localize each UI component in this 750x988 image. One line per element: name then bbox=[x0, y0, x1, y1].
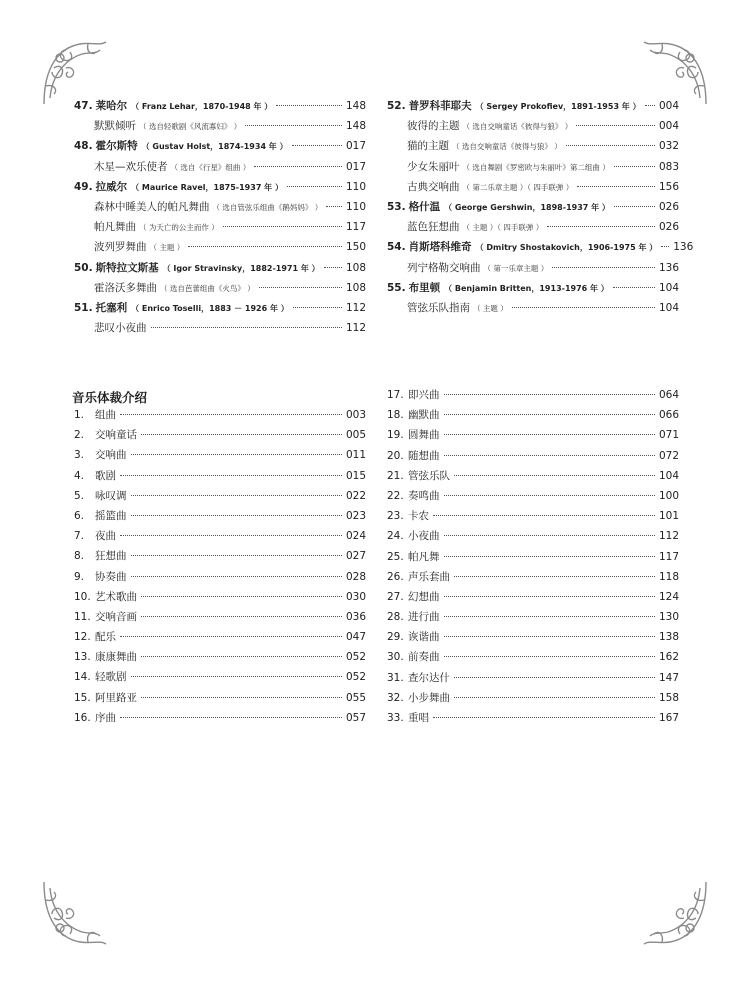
genre-entry[interactable] bbox=[387, 609, 679, 629]
work-entry[interactable] bbox=[387, 260, 679, 280]
work-title: 少女朱丽叶 bbox=[407, 160, 460, 173]
page-number: 003 bbox=[345, 409, 366, 421]
dot-leader bbox=[131, 576, 342, 577]
dot-leader bbox=[661, 246, 669, 247]
page-number: 147 bbox=[658, 671, 679, 684]
page-number: 156 bbox=[658, 180, 679, 193]
genre-entry[interactable] bbox=[74, 589, 366, 609]
work-note: （ 第一乐章主题 ） bbox=[483, 263, 549, 273]
entry-number: 20. bbox=[387, 449, 404, 462]
work-note: （ 主题 ） bbox=[149, 243, 185, 253]
dot-leader bbox=[254, 166, 342, 167]
dot-leader bbox=[259, 287, 342, 288]
composer-dates: （ Maurice Ravel，1875-1937 年 ） bbox=[131, 182, 283, 192]
entry-number: 18. bbox=[387, 409, 404, 422]
page-number: 023 bbox=[345, 509, 366, 522]
work-note: （ 主题 ）（ 四手联弹 ） bbox=[462, 223, 544, 233]
dot-leader bbox=[613, 287, 655, 288]
work-title: 彼得的主题 bbox=[407, 120, 460, 133]
page-number: 072 bbox=[658, 449, 679, 462]
page-number: 083 bbox=[658, 160, 679, 173]
genre-title: 卡农 bbox=[408, 510, 429, 523]
genre-entry[interactable] bbox=[387, 448, 679, 468]
entry-number: 12. bbox=[74, 631, 91, 644]
genre-toc-right bbox=[387, 387, 679, 730]
page-number: 150 bbox=[345, 241, 366, 254]
entry-number: 17. bbox=[387, 389, 404, 401]
composer-entry[interactable] bbox=[387, 199, 679, 219]
work-entry[interactable] bbox=[74, 199, 366, 219]
page-number: 036 bbox=[345, 610, 366, 623]
genre-entry[interactable] bbox=[387, 690, 679, 710]
genre-entry[interactable] bbox=[387, 528, 679, 548]
genre-title: 随想曲 bbox=[408, 449, 440, 462]
entry-number: 23. bbox=[387, 510, 404, 523]
genre-entry[interactable] bbox=[74, 407, 366, 427]
genre-entry[interactable] bbox=[387, 589, 679, 609]
dot-leader bbox=[141, 596, 342, 597]
genre-entry[interactable] bbox=[387, 427, 679, 447]
composer-entry[interactable] bbox=[387, 280, 679, 300]
page-number: 026 bbox=[658, 200, 679, 213]
genre-entry[interactable] bbox=[74, 528, 366, 548]
genre-title: 交响童话 bbox=[95, 429, 137, 442]
genre-title: 夜曲 bbox=[95, 530, 116, 543]
work-entry[interactable] bbox=[74, 159, 366, 179]
entry-number: 50. bbox=[74, 261, 93, 274]
dot-leader bbox=[566, 145, 655, 146]
entry-number: 6. bbox=[74, 509, 85, 522]
work-title: 古典交响曲 bbox=[407, 180, 460, 193]
genre-title: 重唱 bbox=[408, 712, 429, 724]
page-number: 101 bbox=[658, 510, 679, 523]
dot-leader bbox=[614, 166, 655, 167]
entry-number: 21. bbox=[387, 469, 404, 482]
genre-title: 前奏曲 bbox=[408, 651, 440, 664]
genre-title: 交响曲 bbox=[95, 449, 127, 462]
genre-title: 艺术歌曲 bbox=[95, 590, 137, 603]
dot-leader bbox=[151, 327, 342, 328]
genre-entry[interactable] bbox=[74, 609, 366, 629]
page-number: 138 bbox=[658, 631, 679, 644]
work-entry[interactable] bbox=[74, 320, 366, 340]
page-number: 104 bbox=[658, 301, 679, 314]
entry-number: 5. bbox=[74, 489, 85, 502]
genre-title: 幽默曲 bbox=[408, 409, 440, 422]
dot-leader bbox=[131, 555, 342, 556]
composer-name: 霍尔斯特 bbox=[95, 140, 138, 153]
page-number: 047 bbox=[345, 631, 366, 644]
work-entry[interactable] bbox=[387, 219, 679, 239]
entry-number: 27. bbox=[387, 590, 404, 603]
page-number: 108 bbox=[345, 261, 366, 274]
composer-name: 布里顿 bbox=[408, 281, 441, 294]
page-number: 104 bbox=[658, 469, 679, 482]
page-number: 017 bbox=[345, 140, 366, 153]
genre-entry[interactable] bbox=[387, 649, 679, 669]
work-note: （ 主题 ） bbox=[473, 303, 508, 313]
dot-leader bbox=[444, 394, 655, 395]
genre-title: 小步舞曲 bbox=[408, 691, 450, 704]
entry-number: 8. bbox=[74, 550, 85, 563]
work-title: 管弦乐队指南 bbox=[407, 301, 470, 314]
page-number: 136 bbox=[658, 261, 679, 274]
entry-number: 11. bbox=[74, 610, 91, 623]
genre-title: 轻歌剧 bbox=[95, 671, 127, 684]
composer-entry[interactable] bbox=[74, 138, 366, 158]
composer-entry[interactable] bbox=[387, 98, 679, 118]
composer-dates: （ Sergey Prokofiev，1891-1953 年 ） bbox=[475, 102, 641, 111]
dot-leader bbox=[245, 125, 342, 126]
page-number: 052 bbox=[345, 671, 366, 684]
dot-leader bbox=[576, 125, 655, 126]
page-number: 158 bbox=[658, 691, 679, 704]
dot-leader bbox=[454, 677, 655, 678]
page-number: 110 bbox=[345, 180, 366, 193]
dot-leader bbox=[120, 717, 342, 718]
work-entry[interactable] bbox=[74, 219, 366, 239]
entry-number: 47. bbox=[74, 100, 93, 112]
work-entry[interactable] bbox=[387, 138, 679, 158]
page-number: 118 bbox=[658, 570, 679, 583]
composer-name: 格什温 bbox=[408, 200, 441, 213]
dot-leader bbox=[188, 246, 342, 247]
entry-number: 10. bbox=[74, 590, 91, 603]
composer-dates: （ George Gershwin，1898-1937 年 ） bbox=[444, 202, 610, 212]
genre-entry[interactable] bbox=[74, 548, 366, 568]
entry-number: 7. bbox=[74, 530, 85, 543]
genre-title: 即兴曲 bbox=[408, 389, 440, 401]
entry-number: 28. bbox=[387, 611, 404, 624]
genre-title: 诙谐曲 bbox=[408, 631, 440, 644]
genre-title: 圆舞曲 bbox=[408, 429, 440, 442]
composer-toc-right bbox=[387, 98, 694, 320]
genre-section-title: 音乐体裁介绍 bbox=[72, 390, 148, 405]
entry-number: 4. bbox=[74, 469, 85, 482]
dot-leader bbox=[444, 636, 655, 637]
work-note: （ 选自《行星》组曲 ） bbox=[170, 162, 251, 172]
page-number: 117 bbox=[658, 550, 679, 563]
page-number: 162 bbox=[658, 651, 679, 664]
genre-title: 组曲 bbox=[95, 409, 116, 421]
entry-number: 31. bbox=[387, 671, 404, 684]
genre-entry[interactable] bbox=[387, 508, 679, 528]
composer-dates: （ Franz Lehar，1870-1948 年 ） bbox=[131, 102, 273, 111]
page-number: 167 bbox=[658, 712, 679, 724]
page-number: 112 bbox=[345, 301, 366, 314]
dot-leader bbox=[131, 676, 342, 677]
composer-dates: （ Enrico Toselli，1883 － 1926 年 ） bbox=[131, 303, 289, 313]
genre-entry[interactable] bbox=[387, 488, 679, 508]
entry-number: 1. bbox=[74, 409, 85, 421]
page-number: 032 bbox=[658, 140, 679, 153]
entry-number: 25. bbox=[387, 550, 404, 563]
composer-entry[interactable] bbox=[387, 239, 694, 259]
genre-title: 交响音画 bbox=[95, 610, 137, 623]
genre-title: 序曲 bbox=[95, 711, 116, 724]
dot-leader bbox=[276, 105, 342, 106]
page-number: 011 bbox=[345, 449, 366, 462]
page-number: 110 bbox=[345, 200, 366, 213]
dot-leader bbox=[293, 307, 342, 308]
composer-dates: （ Gustav Holst，1874-1934 年 ） bbox=[141, 142, 288, 152]
genre-toc-left bbox=[74, 407, 366, 730]
page-number: 117 bbox=[345, 221, 366, 234]
work-title: 帕凡舞曲 bbox=[94, 221, 136, 234]
genre-entry[interactable] bbox=[387, 387, 679, 407]
genre-title: 幻想曲 bbox=[408, 590, 440, 603]
dot-leader bbox=[444, 414, 655, 415]
genre-entry[interactable] bbox=[387, 569, 679, 589]
work-title: 霍洛沃多舞曲 bbox=[94, 281, 157, 294]
work-note: （ 选自芭蕾组曲《火鸟》 ） bbox=[160, 283, 255, 293]
entry-number: 53. bbox=[387, 200, 406, 213]
dot-leader bbox=[326, 206, 342, 207]
entry-number: 32. bbox=[387, 691, 404, 704]
dot-leader bbox=[120, 636, 342, 637]
genre-title: 康康舞曲 bbox=[95, 651, 137, 664]
work-note: （ 为夭亡的公主而作 ） bbox=[139, 223, 219, 233]
page-number: 112 bbox=[345, 322, 366, 335]
genre-entry[interactable] bbox=[74, 427, 366, 447]
composer-entry[interactable] bbox=[74, 179, 366, 199]
dot-leader bbox=[292, 145, 342, 146]
work-entry[interactable] bbox=[387, 118, 679, 138]
entry-number: 55. bbox=[387, 281, 406, 294]
dot-leader bbox=[547, 226, 655, 227]
genre-entry[interactable] bbox=[387, 670, 679, 690]
dot-leader bbox=[444, 495, 655, 496]
work-note: （ 选自舞剧《罗密欧与朱丽叶》第二组曲 ） bbox=[462, 162, 610, 172]
composer-name: 托塞利 bbox=[95, 301, 128, 314]
dot-leader bbox=[444, 616, 655, 617]
genre-title: 小夜曲 bbox=[408, 530, 440, 543]
genre-entry[interactable] bbox=[74, 710, 366, 730]
composer-name: 肖斯塔科维奇 bbox=[408, 241, 472, 254]
entry-number: 15. bbox=[74, 691, 91, 704]
work-note: （ 第二乐章主题 ）（ 四手联弹 ） bbox=[462, 182, 574, 192]
dot-leader bbox=[454, 576, 655, 577]
page-number: 004 bbox=[658, 120, 679, 133]
genre-entry[interactable] bbox=[387, 468, 679, 488]
genre-entry[interactable] bbox=[74, 649, 366, 669]
composer-name: 拉威尔 bbox=[95, 180, 128, 193]
entry-number: 33. bbox=[387, 712, 404, 724]
dot-leader bbox=[131, 495, 342, 496]
entry-number: 48. bbox=[74, 140, 93, 153]
genre-entry[interactable] bbox=[74, 508, 366, 528]
page-number: 057 bbox=[345, 711, 366, 724]
genre-entry[interactable] bbox=[74, 468, 366, 488]
genre-title: 歌剧 bbox=[95, 469, 116, 482]
dot-leader bbox=[223, 226, 342, 227]
page-number: 022 bbox=[345, 489, 366, 502]
genre-entry[interactable] bbox=[74, 690, 366, 710]
page-number: 004 bbox=[658, 100, 679, 112]
composer-dates: （ Benjamin Britten，1913-1976 年 ） bbox=[444, 283, 609, 293]
genre-entry[interactable] bbox=[387, 710, 679, 730]
entry-number: 22. bbox=[387, 489, 404, 502]
genre-title: 奏鸣曲 bbox=[408, 489, 440, 502]
work-entry[interactable] bbox=[387, 159, 679, 179]
work-note: （ 选自交响童话《彼得与狼》 ） bbox=[452, 142, 562, 152]
page-number: 108 bbox=[345, 281, 366, 294]
dot-leader bbox=[324, 267, 342, 268]
work-note: （ 选自交响童话《彼得与狼》 ） bbox=[462, 122, 573, 132]
dot-leader bbox=[444, 434, 655, 435]
work-title: 列宁格勒交响曲 bbox=[407, 261, 481, 274]
genre-entry[interactable] bbox=[387, 407, 679, 427]
dot-leader bbox=[141, 656, 342, 657]
entry-number: 24. bbox=[387, 530, 404, 543]
dot-leader bbox=[512, 307, 655, 308]
entry-number: 13. bbox=[74, 651, 91, 664]
floral-corner-ornament-icon bbox=[40, 878, 110, 948]
genre-entry[interactable] bbox=[74, 447, 366, 467]
entry-number: 2. bbox=[74, 429, 85, 442]
page-number: 130 bbox=[658, 611, 679, 624]
dot-leader bbox=[433, 515, 655, 516]
genre-entry[interactable] bbox=[74, 569, 366, 589]
page-number: 015 bbox=[345, 469, 366, 482]
genre-entry[interactable] bbox=[74, 488, 366, 508]
dot-leader bbox=[120, 535, 342, 536]
page-number: 104 bbox=[658, 281, 679, 294]
page-number: 124 bbox=[658, 590, 679, 603]
entry-number: 16. bbox=[74, 711, 91, 724]
entry-number: 19. bbox=[387, 429, 404, 442]
page-number: 136 bbox=[673, 241, 694, 254]
composer-entry[interactable] bbox=[74, 98, 366, 118]
genre-title: 狂想曲 bbox=[95, 550, 127, 563]
composer-dates: （ Dmitry Shostakovich，1906-1975 年 ） bbox=[475, 243, 658, 253]
dot-leader bbox=[645, 105, 655, 106]
genre-entry[interactable] bbox=[74, 629, 366, 649]
composer-name: 斯特拉文斯基 bbox=[95, 261, 159, 274]
genre-title: 阿里路亚 bbox=[95, 691, 137, 704]
page-number: 024 bbox=[345, 530, 366, 543]
floral-corner-ornament-icon bbox=[640, 878, 710, 948]
work-entry[interactable] bbox=[387, 179, 679, 199]
dot-leader bbox=[120, 475, 342, 476]
genre-title: 咏叹调 bbox=[95, 489, 127, 502]
dot-leader bbox=[141, 697, 342, 698]
work-title: 森林中睡美人的帕凡舞曲 bbox=[94, 200, 210, 213]
composer-entry[interactable] bbox=[74, 260, 366, 280]
page-number: 112 bbox=[658, 530, 679, 543]
dot-leader bbox=[433, 717, 655, 718]
dot-leader bbox=[614, 206, 655, 207]
page-number: 005 bbox=[345, 429, 366, 442]
entry-number: 51. bbox=[74, 301, 93, 314]
page-number: 027 bbox=[345, 550, 366, 563]
dot-leader bbox=[120, 414, 342, 415]
work-note: （ 选自轻歌剧《风流寡妇》 ） bbox=[139, 122, 242, 132]
composer-name: 莱哈尔 bbox=[95, 100, 128, 112]
entry-number: 26. bbox=[387, 570, 404, 583]
genre-title: 配乐 bbox=[95, 631, 116, 644]
page-number: 100 bbox=[658, 489, 679, 502]
dot-leader bbox=[287, 186, 342, 187]
composer-dates: （ Igor Stravinsky，1882-1971 年 ） bbox=[162, 263, 320, 273]
genre-entry[interactable] bbox=[74, 669, 366, 689]
dot-leader bbox=[444, 535, 655, 536]
dot-leader bbox=[577, 186, 655, 187]
dot-leader bbox=[141, 616, 342, 617]
dot-leader bbox=[444, 596, 655, 597]
dot-leader bbox=[454, 697, 655, 698]
dot-leader bbox=[131, 454, 342, 455]
page-number: 066 bbox=[658, 409, 679, 422]
entry-number: 3. bbox=[74, 449, 85, 462]
entry-number: 14. bbox=[74, 671, 91, 684]
dot-leader bbox=[444, 656, 655, 657]
page-number: 148 bbox=[345, 100, 366, 112]
entry-number: 49. bbox=[74, 180, 93, 193]
page-number: 148 bbox=[345, 120, 366, 133]
genre-title: 管弦乐队 bbox=[408, 469, 450, 482]
page-number: 071 bbox=[658, 429, 679, 442]
page-number: 028 bbox=[345, 570, 366, 583]
dot-leader bbox=[454, 475, 655, 476]
dot-leader bbox=[444, 455, 655, 456]
entry-number: 30. bbox=[387, 651, 404, 664]
entry-number: 29. bbox=[387, 631, 404, 644]
work-entry[interactable] bbox=[74, 280, 366, 300]
work-title: 悲叹小夜曲 bbox=[94, 322, 147, 335]
page-number: 017 bbox=[345, 160, 366, 173]
work-entry[interactable] bbox=[74, 239, 366, 259]
dot-leader bbox=[552, 267, 655, 268]
genre-title: 查尔达什 bbox=[408, 671, 450, 684]
work-title: 波列罗舞曲 bbox=[94, 241, 147, 254]
dot-leader bbox=[444, 556, 655, 557]
work-title: 默默倾听 bbox=[94, 120, 136, 133]
genre-title: 声乐套曲 bbox=[408, 570, 450, 583]
genre-entry[interactable] bbox=[387, 629, 679, 649]
dot-leader bbox=[131, 515, 342, 516]
entry-number: 52. bbox=[387, 100, 406, 112]
work-note: （ 选自管弦乐组曲《鹅妈妈》 ） bbox=[212, 202, 323, 212]
page-number: 026 bbox=[658, 221, 679, 234]
entry-number: 9. bbox=[74, 570, 85, 583]
work-title: 猫的主题 bbox=[407, 140, 449, 153]
page-number: 055 bbox=[345, 691, 366, 704]
genre-title: 摇篮曲 bbox=[95, 509, 127, 522]
work-entry[interactable] bbox=[74, 118, 366, 138]
genre-entry[interactable] bbox=[387, 549, 679, 569]
page-number: 030 bbox=[345, 590, 366, 603]
work-title: 蓝色狂想曲 bbox=[407, 221, 460, 234]
dot-leader bbox=[141, 434, 342, 435]
composer-name: 普罗科菲耶夫 bbox=[408, 100, 472, 112]
work-title: 木星—欢乐使者 bbox=[94, 160, 168, 173]
page-number: 052 bbox=[345, 651, 366, 664]
composer-entry[interactable] bbox=[74, 300, 366, 320]
page-number: 064 bbox=[658, 389, 679, 401]
genre-title: 进行曲 bbox=[408, 611, 440, 624]
genre-title: 帕凡舞 bbox=[408, 550, 440, 563]
work-entry[interactable] bbox=[387, 300, 679, 320]
genre-title: 协奏曲 bbox=[95, 570, 127, 583]
composer-toc-left bbox=[74, 98, 366, 340]
entry-number: 54. bbox=[387, 241, 406, 254]
